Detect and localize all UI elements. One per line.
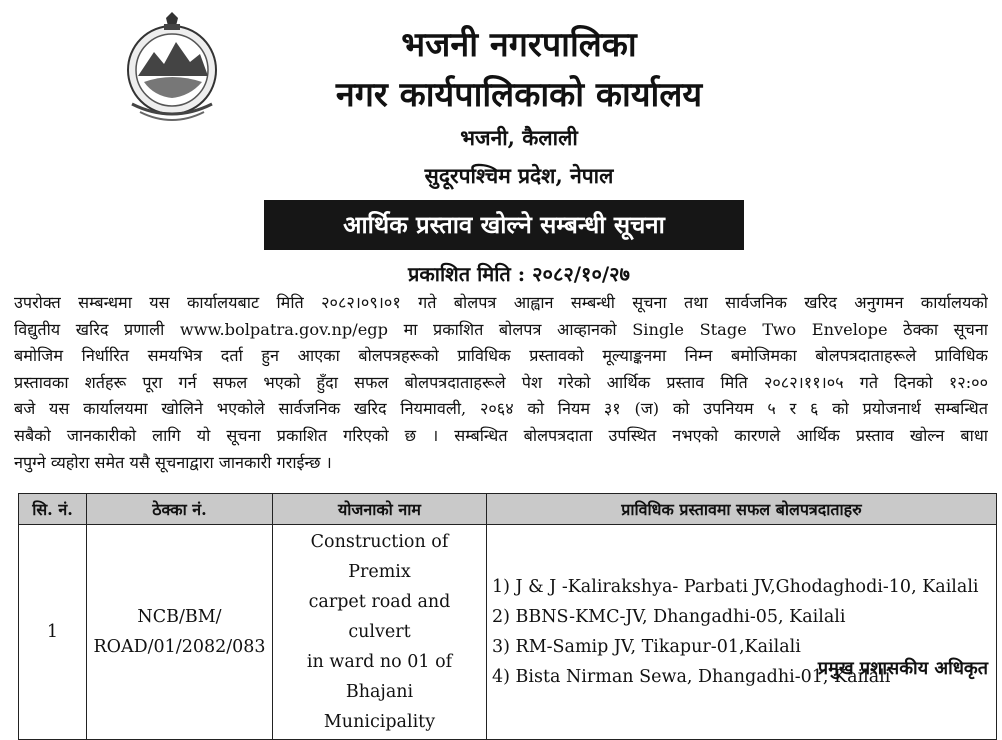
header-sn: सि. नं.	[19, 494, 87, 525]
header-project-name: योजनाको नाम	[273, 494, 487, 525]
published-date: प्रकाशित मिति : २०८२/१०/२७	[408, 262, 630, 286]
contract-no-line: NCB/BM/	[137, 607, 222, 627]
bidder-item: 2) BBNS-KMC-JV, Dhangadhi-05, Kailali	[492, 607, 846, 627]
project-name-line: in ward no 01 of Bhajani	[306, 652, 453, 702]
table-row	[19, 525, 997, 740]
cell-sn: 1	[19, 525, 87, 740]
notice-body-line: विद्युतीय खरिद प्रणाली www.bolpatra.gov.np/egp मा प्रकाशित बोलपत्र आव्हानको Single Stage Two Envelope ठेक्का सूचना	[14, 319, 988, 339]
project-name-line: Construction of Premix	[310, 532, 449, 582]
cell-project-name	[273, 525, 487, 740]
bidders-table	[18, 493, 997, 740]
location: भजनी, कैलाली	[460, 125, 578, 150]
header-bidders: प्राविधिक प्रस्तावमा सफल बोलपत्रदाताहरु	[487, 494, 997, 525]
header-contract-no: ठेक्का नं.	[87, 494, 273, 525]
notice-body-line: नपुग्ने व्यहोरा समेत यसै सूचनाद्वारा जानकारी गराईन्छ ।	[14, 452, 332, 472]
org-name: भजनी नगरपालिका	[401, 25, 637, 65]
bidder-item: 3) RM-Samip JV, Tikapur-01,Kailali	[492, 637, 801, 657]
cell-contract-no	[87, 525, 273, 740]
signature-title: प्रमुख प्रशासकीय अधिकृत	[817, 658, 988, 679]
bidder-item: 4) Bista Nirman Sewa, Dhangadhi-01, Kailali	[492, 667, 891, 687]
bidder-item: 1) J & J -Kalirakshya- Parbati JV,Ghodaghodi-10, Kailali	[492, 577, 979, 597]
notice-body-line: उपरोक्त सम्बन्धमा यस कार्यालयबाट मिति २०८२।०९।०१ गते बोलपत्र आह्वान सम्बन्धी सूचना तथा सार्वजनिक खरिद अनुगमन कार्यालयको	[14, 293, 988, 312]
province: सुदूरपश्चिम प्रदेश, नेपाल	[424, 163, 614, 188]
cell-bidders	[487, 525, 997, 740]
notice-body	[14, 290, 988, 476]
office-name: नगर कार्यपालिकाको कार्यालय	[335, 75, 703, 115]
contract-no-line: ROAD/01/2082/083	[93, 637, 266, 657]
notice-body-line: प्रस्तावका शर्तहरू पूरा गर्न सफल भएको हुँदा सफल बोलपत्रदाताहरूले पेश गरेको आर्थिक प्रस्ताव मिति २०८२।११।०५ गते दिनको १२:००	[14, 372, 988, 392]
notice-body-line: बमोजिम निर्धारित समयभित्र दर्ता हुन आएका बोलपत्रहरूको प्राविधिक प्रस्तावको मूल्याङ्कनमा निम्न बमोजिमका बोलपत्रदाताहरूले प्राविधिक	[14, 346, 988, 366]
table-header-row	[19, 494, 997, 525]
notice-body-line: सबैको जानकारीको लागि यो सूचना प्रकाशित गरिएको छ । सम्बन्धित बोलपत्रदाता उपस्थित नभएको कारणले आर्थिक प्रस्ताव खोल्न बाधा	[14, 425, 988, 445]
project-name-line: carpet road and culvert	[308, 592, 451, 642]
notice-title: आर्थिक प्रस्ताव खोल्ने सम्बन्धी सूचना	[264, 200, 744, 250]
project-name-line: Municipality	[323, 712, 436, 732]
notice-body-line: बजे यस कार्यालयमा खोलिने भएकोले सार्वजनिक खरिद नियमावली, २०६४ को नियम ३१ (ज) को उपनियम ५ र ६ को प्रयोजनार्थ सम्बन्धित	[14, 399, 988, 419]
